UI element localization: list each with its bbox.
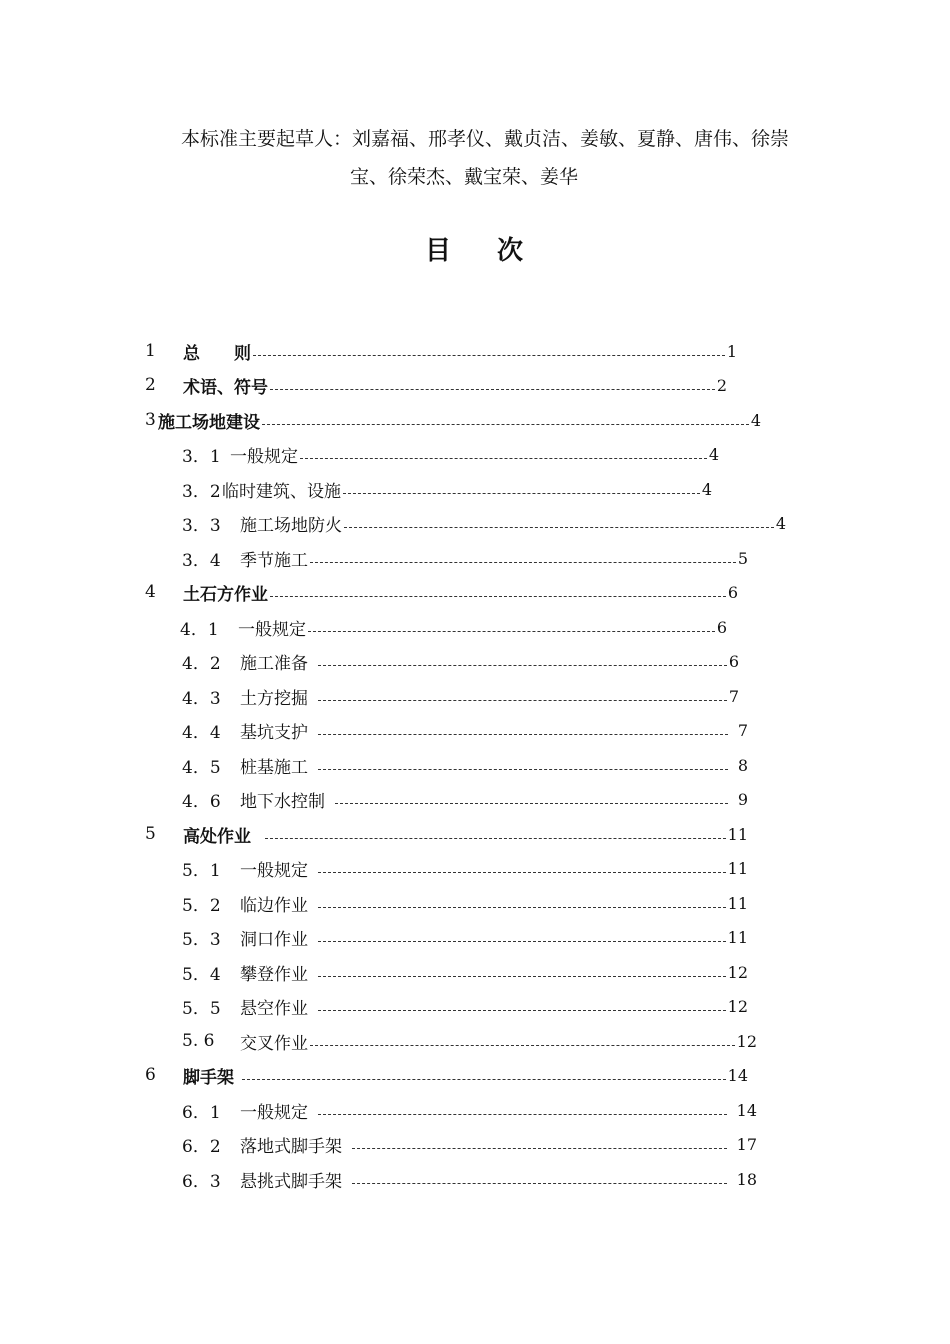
toc-entry-page: 5 [737, 548, 748, 568]
dot-leader [262, 424, 749, 425]
toc-entry-title: 一般规定 [238, 619, 306, 640]
dot-leader [310, 562, 736, 563]
toc-entry-page: 4 [701, 479, 712, 499]
toc-entry-title: 落地式脚手架 [240, 1136, 342, 1157]
toc-entry-title: 脚手架 [183, 1067, 234, 1088]
dot-leader [265, 838, 726, 839]
toc-entry-number: 4．1 [180, 619, 219, 640]
toc-entry-page: 17 [736, 1134, 757, 1154]
toc-entry[interactable] [145, 1058, 748, 1092]
toc-entry-number: 3．3 [182, 515, 221, 536]
toc-entry[interactable] [182, 644, 739, 678]
toc-entry[interactable] [145, 575, 738, 609]
toc-title-char-2: 次 [497, 236, 526, 266]
toc-entry-page: 4 [750, 410, 761, 430]
toc-entry[interactable] [182, 1162, 757, 1196]
dot-leader [343, 493, 700, 494]
toc-entry-page: 2 [716, 375, 727, 395]
drafters-line-1: 本标准主要起草人：刘嘉福、邢孝仪、戴贞洁、姜敏、夏静、唐伟、徐崇 [181, 128, 790, 150]
toc-entry-page: 11 [727, 893, 748, 913]
toc-entry-number: 5．3 [182, 929, 221, 950]
toc-entry-number: 4 [145, 582, 156, 602]
toc-entry-title: 悬空作业 [240, 998, 308, 1019]
toc-entry-title: 交叉作业 [240, 1033, 308, 1054]
toc-entry[interactable] [182, 472, 712, 506]
toc-entry-title: 术语、符号 [183, 377, 268, 398]
toc-entry[interactable] [145, 817, 748, 851]
dot-leader [300, 458, 707, 459]
toc-entry[interactable] [182, 886, 748, 920]
toc-entry[interactable] [182, 748, 748, 782]
toc-entry-number: 5 [145, 824, 156, 844]
toc-entry-page: 11 [727, 927, 748, 947]
dot-leader [242, 1079, 726, 1080]
toc-entry[interactable] [180, 610, 727, 644]
toc-entry-number: 3 [145, 410, 156, 430]
dot-leader [318, 872, 726, 873]
toc-entry-number: 3．2 [182, 481, 221, 502]
toc-entry-page: 7 [737, 720, 748, 740]
toc-entry-number: 6．2 [182, 1136, 221, 1157]
toc-entry-number: 5．5 [182, 998, 221, 1019]
toc-entry-number: 4．5 [182, 757, 221, 778]
toc-entry[interactable] [182, 713, 748, 747]
toc-entry-title: 临时建筑、设施 [222, 481, 341, 502]
toc-entry-number: 4．6 [182, 791, 221, 812]
toc-entry-number: 3．1 [182, 446, 221, 467]
toc-entry-page: 14 [736, 1100, 757, 1120]
toc-entry[interactable] [145, 403, 761, 437]
toc-entry-title: 地下水控制 [240, 791, 325, 812]
toc-entry-title: 洞口作业 [240, 929, 308, 950]
toc-entry[interactable] [182, 437, 719, 471]
toc-entry[interactable] [182, 506, 786, 540]
toc-entry-page: 6 [728, 651, 739, 671]
dot-leader [318, 1114, 727, 1115]
dot-leader [335, 803, 728, 804]
toc-entry-page: 11 [727, 824, 748, 844]
dot-leader [344, 527, 774, 528]
dot-leader [270, 389, 715, 390]
toc-entry-page: 4 [708, 444, 719, 464]
toc-entry[interactable] [182, 541, 748, 575]
toc-entry-title: 总 则 [183, 343, 251, 364]
toc-entry[interactable] [182, 1093, 757, 1127]
dot-leader [318, 665, 727, 666]
dot-leader [318, 734, 728, 735]
toc-entry[interactable] [182, 851, 748, 885]
toc-entry-number: 5. 6 [182, 1031, 215, 1051]
toc-entry-number: 4．3 [182, 688, 221, 709]
toc-entry[interactable] [182, 1024, 757, 1058]
toc-entry-title: 一般规定 [240, 1102, 308, 1123]
toc-entry-title: 土石方作业 [183, 584, 268, 605]
dot-leader [318, 976, 726, 977]
dot-leader [352, 1183, 727, 1184]
toc-title-char-1: 目 [424, 236, 453, 266]
toc-entry-page: 9 [737, 789, 748, 809]
toc-entry-number: 1 [145, 341, 156, 361]
drafters-line-2: 宝、徐荣杰、戴宝荣、姜华 [350, 166, 579, 188]
toc-entry[interactable] [182, 679, 739, 713]
toc-entry[interactable] [182, 782, 748, 816]
dot-leader [308, 631, 715, 632]
toc-entry[interactable] [182, 955, 748, 989]
toc-entry-title: 土方挖掘 [240, 688, 308, 709]
toc-entry-number: 6．1 [182, 1102, 221, 1123]
toc-entry-page: 8 [737, 755, 748, 775]
toc-entry-number: 6．3 [182, 1171, 221, 1192]
dot-leader [318, 907, 726, 908]
toc-entry-number: 2 [145, 375, 156, 395]
dot-leader [318, 769, 728, 770]
toc-entry-title: 施工准备 [240, 653, 308, 674]
toc-entry-title: 一般规定 [230, 446, 298, 467]
toc-entry-page: 14 [727, 1065, 748, 1085]
toc-entry-title: 攀登作业 [240, 964, 308, 985]
toc-entry-title: 一般规定 [240, 860, 308, 881]
toc-entry-page: 18 [736, 1169, 757, 1189]
toc-entry-title: 施工场地建设 [158, 412, 260, 433]
toc-entry-number: 5．1 [182, 860, 221, 881]
toc-entry-number: 5．4 [182, 964, 221, 985]
toc-entry-page: 12 [727, 996, 748, 1016]
dot-leader [318, 1010, 726, 1011]
toc-entry-page: 4 [775, 513, 786, 533]
toc-entry-title: 悬挑式脚手架 [240, 1171, 342, 1192]
toc-entry-title: 桩基施工 [240, 757, 308, 778]
toc-entry-page: 6 [727, 582, 738, 602]
toc-entry-page: 1 [726, 341, 737, 361]
toc-entry-number: 5．2 [182, 895, 221, 916]
toc-entry-title: 基坑支护 [240, 722, 308, 743]
toc-entry[interactable] [145, 334, 737, 368]
toc-entry[interactable] [182, 989, 748, 1023]
dot-leader [253, 355, 725, 356]
dot-leader [318, 941, 726, 942]
toc-entry-title: 施工场地防火 [240, 515, 342, 536]
toc-entry-page: 6 [716, 617, 727, 637]
toc-entry-page: 12 [736, 1031, 757, 1051]
toc-entry-title: 高处作业 [183, 826, 251, 847]
dot-leader [318, 700, 727, 701]
toc-entry-number: 6 [145, 1065, 156, 1085]
toc-entry[interactable] [182, 920, 748, 954]
dot-leader [352, 1148, 727, 1149]
toc-title [0, 230, 950, 267]
toc-entry[interactable] [182, 1127, 757, 1161]
toc-entry-number: 4．2 [182, 653, 221, 674]
toc-entry-title: 临边作业 [240, 895, 308, 916]
dot-leader [270, 596, 726, 597]
dot-leader [310, 1045, 735, 1046]
toc-entry-number: 4．4 [182, 722, 221, 743]
toc-entry-page: 12 [727, 962, 748, 982]
toc-entry-title: 季节施工 [240, 550, 308, 571]
toc-entry-number: 3．4 [182, 550, 221, 571]
toc-entry-page: 11 [727, 858, 748, 878]
toc-entry-page: 7 [728, 686, 739, 706]
toc-entry[interactable] [145, 368, 727, 402]
